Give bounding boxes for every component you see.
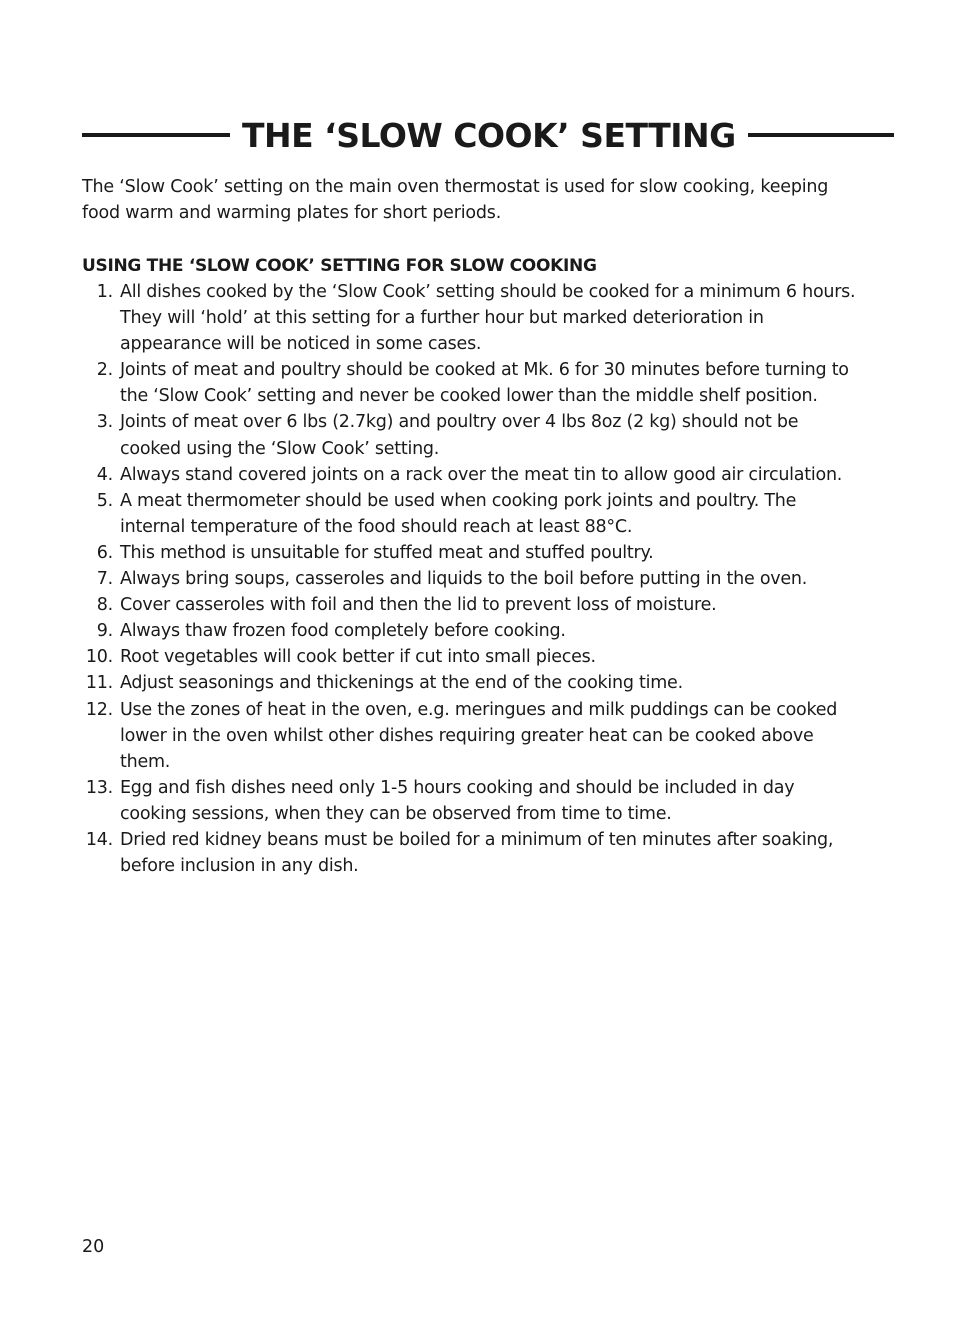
list-item-number: 10. [85,647,113,668]
list-item-text: Egg and fish dishes need only 1-5 hours cooking and should be included in day cooking sessions, when they can be observed from time to time. [120,777,795,824]
list-item-number: 5. [96,490,113,511]
list-item-text: All dishes cooked by the ‘Slow Cook’ setting should be cooked for a minimum 6 hours. They will ‘hold’ at this setting for a further hour but marked deterioration in appearance will be noticed in some cases. [120,282,856,355]
list-item-number: 6. [96,542,113,563]
title-rule-left [82,133,230,137]
list-item-text: Root vegetables will cook better if cut into small pieces. [120,647,596,668]
list-item-text: Joints of meat over 6 lbs (2.7kg) and poultry over 4 lbs 8oz (2 kg) should not be cooked using the ‘Slow Cook’ setting. [120,412,799,459]
list-item-number: 8. [96,595,113,616]
list-item-text: Adjust seasonings and thickenings at the end of the cooking time. [120,673,683,694]
page-title: THE ‘SLOW COOK’ SETTING [242,115,736,155]
title-row [82,110,872,160]
list-item-number: 12. [85,699,113,720]
title-rule-right [748,133,894,137]
slow-cook-steps-list [82,279,862,879]
page-number: 20 [82,1237,105,1257]
list-item-text: This method is unsuitable for stuffed meat and stuffed poultry. [120,542,654,563]
list-item [82,279,862,357]
list-item [82,775,862,827]
list-item [82,357,862,409]
list-item-text: Cover casseroles with foil and then the lid to prevent loss of moisture. [120,595,717,616]
list-item [82,644,862,670]
list-item-text: A meat thermometer should be used when cooking pork joints and poultry. The internal temperature of the food should reach at least 88°C. [120,490,797,537]
list-item-number: 11. [85,673,113,694]
list-item-text: Use the zones of heat in the oven, e.g. meringues and milk puddings can be cooked lower in the oven whilst other dishes requiring greater heat can be cooked above them. [120,699,838,772]
list-item [82,618,862,644]
list-item-text: Joints of meat and poultry should be cooked at Mk. 6 for 30 minutes before turning to the ‘Slow Cook’ setting and never be cooked lower than the middle shelf position. [120,360,849,407]
list-item-number: 7. [96,569,113,590]
list-item [82,488,862,540]
list-item-number: 13. [85,777,113,798]
list-item [82,697,862,775]
list-item [82,566,862,592]
list-item-text: Always thaw frozen food completely before cooking. [120,621,566,642]
list-item [82,409,862,461]
list-item-text: Always stand covered joints on a rack over the meat tin to allow good air circulation. [120,464,843,485]
list-item-number: 3. [96,412,113,433]
list-item-number: 14. [85,829,113,850]
list-item [82,670,862,696]
list-item-text: Dried red kidney beans must be boiled for a minimum of ten minutes after soaking, before inclusion in any dish. [120,829,834,877]
list-item-number: 4. [96,464,113,485]
section-heading: USING THE ‘SLOW COOK’ SETTING FOR SLOW COOKING [82,256,597,276]
list-item-number: 1. [96,282,113,302]
list-item [82,827,862,879]
list-item [82,592,862,618]
intro-paragraph: The ‘Slow Cook’ setting on the main oven thermostat is used for slow cooking, keeping food warm and warming plates for short periods. [82,177,829,223]
list-item-number: 2. [96,360,113,381]
list-item [82,462,862,488]
list-item-text: Always bring soups, casseroles and liquids to the boil before putting in the oven. [120,569,808,590]
list-item-number: 9. [96,621,113,642]
list-item [82,540,862,566]
